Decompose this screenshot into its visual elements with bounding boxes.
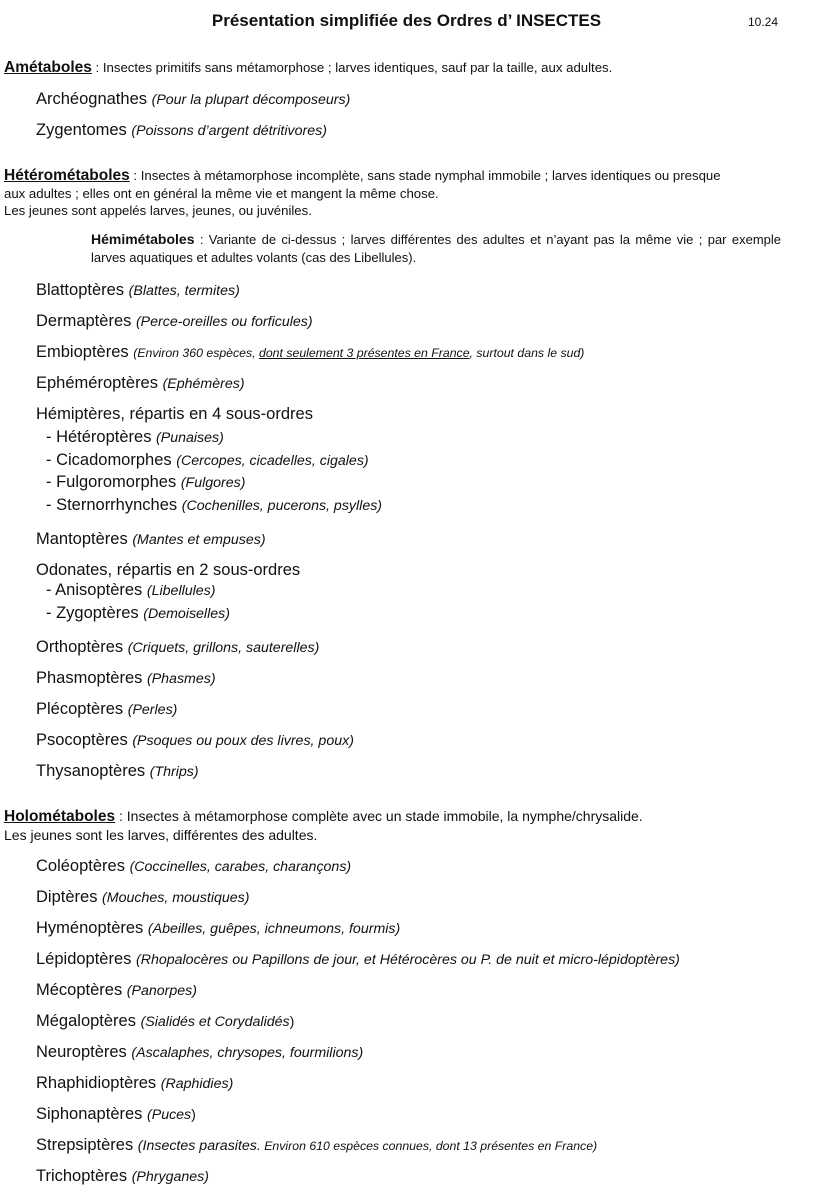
order-note: (Mantes et empuses) xyxy=(132,532,266,548)
order-note: (Pour la plupart décomposeurs) xyxy=(151,92,351,108)
page-title: Présentation simplifiée des Ordres d’ INSECTES xyxy=(211,11,602,30)
order-note: (Blattes, termites) xyxy=(128,283,240,299)
order-name: Hémiptères, répartis en 4 sous-ordres xyxy=(36,405,313,423)
order-name: Hyménoptères xyxy=(36,919,148,937)
heterometaboles-desc-3: Les jeunes sont appelés larves, jeunes, ou juvéniles. xyxy=(4,203,312,218)
order-note: (Phryganes) xyxy=(131,1169,209,1185)
order-note: (Rhopalocères ou Papillons de jour, et Hétérocères ou P. de nuit et micro-lépidoptères) xyxy=(136,952,680,968)
order-name: Phasmoptères xyxy=(36,669,147,687)
order-note: (Ascalaphes, chrysopes, fourmilions) xyxy=(131,1045,364,1061)
ametaboles-term: Amétaboles xyxy=(4,59,92,76)
order-note: (Fulgores) xyxy=(180,475,246,491)
order-name: Coléoptères xyxy=(36,857,130,875)
order-note: (Psoques ou poux des livres, poux) xyxy=(132,733,354,749)
order-note xyxy=(133,346,584,360)
ametaboles-desc: : Insectes primitifs sans métamorphose ; larves identiques, sauf par la taille, aux adultes. xyxy=(91,60,613,75)
order-name: Trichoptères xyxy=(36,1167,132,1185)
order-note: (Mouches, moustiques) xyxy=(102,890,250,906)
list-item xyxy=(36,919,400,938)
heterometaboles-term: Hétérométaboles xyxy=(4,167,130,184)
order-note: (Poissons d’argent détritivores) xyxy=(131,123,327,139)
order-name: - Sternorrhynches xyxy=(46,496,182,514)
order-note: (Coccinelles, carabes, charançons) xyxy=(129,859,352,875)
list-item xyxy=(46,604,230,623)
order-name: Psocoptères xyxy=(36,731,133,749)
list-item xyxy=(36,121,327,140)
order-name: Thysanoptères xyxy=(36,762,150,780)
order-name: Plécoptères xyxy=(36,700,128,718)
order-note: (Criquets, grillons, sauterelles) xyxy=(127,640,320,656)
order-name: - Anisoptères xyxy=(46,581,147,599)
list-item xyxy=(36,90,350,109)
order-note: (Demoiselles) xyxy=(143,606,230,622)
order-name: - Zygoptères xyxy=(46,604,144,622)
order-note: (Sialidés et Corydalidés xyxy=(140,1014,290,1030)
heterometaboles-heading xyxy=(4,167,804,220)
holometaboles-term: Holométaboles xyxy=(4,808,116,825)
list-item xyxy=(36,981,197,1000)
list-item xyxy=(36,281,240,300)
holometaboles-desc-2: Les jeunes sont les larves, différentes des adultes. xyxy=(4,827,318,843)
list-item xyxy=(36,1167,209,1186)
order-name: - Fulgoromorphes xyxy=(46,473,181,491)
order-name: Siphonaptères xyxy=(36,1105,147,1123)
order-name: Embioptères xyxy=(36,343,134,361)
order-name: Archéognathes xyxy=(36,90,152,108)
list-item xyxy=(36,731,354,750)
hemimetaboles-term: Hémimétaboles xyxy=(91,231,195,247)
order-name: Diptères xyxy=(36,888,103,906)
order-note: (Ephémères) xyxy=(162,376,245,392)
list-item xyxy=(36,1012,294,1031)
holometaboles-heading xyxy=(4,807,804,845)
order-name: - Cicadomorphes xyxy=(46,451,177,469)
note-part: , surtout dans le sud) xyxy=(469,346,585,360)
list-item xyxy=(46,496,382,515)
order-name: Rhaphidioptères xyxy=(36,1074,161,1092)
order-note: (Perles) xyxy=(127,702,178,718)
holometaboles-desc: : Insectes à métamorphose complète avec un stade immobile, la nymphe/chrysalide. xyxy=(115,808,643,824)
order-name: Strepsiptères xyxy=(36,1136,138,1154)
list-item xyxy=(36,762,199,781)
order-name: Ephéméroptères xyxy=(36,374,163,392)
list-item xyxy=(46,581,216,600)
list-item xyxy=(36,1136,597,1155)
list-item xyxy=(46,473,245,492)
list-item xyxy=(36,1043,363,1062)
order-name: Neuroptères xyxy=(36,1043,132,1061)
note-underlined: dont seulement 3 présentes en France xyxy=(259,346,470,360)
order-note: (Punaises) xyxy=(156,430,224,446)
order-name: Mantoptères xyxy=(36,530,133,548)
order-name: Orthoptères xyxy=(36,638,128,656)
order-note-extra: Environ 610 espèces connues, dont 13 présentes en France) xyxy=(260,1139,598,1153)
order-note: (Thrips) xyxy=(149,764,199,780)
list-item xyxy=(36,669,216,688)
list-item xyxy=(36,374,245,393)
order-note: (Cercopes, cicadelles, cigales) xyxy=(176,453,369,469)
order-note: (Panorpes) xyxy=(126,983,197,999)
order-note: (Puces xyxy=(147,1107,192,1123)
list-item xyxy=(46,428,224,447)
page-reference: 10.24 xyxy=(748,15,779,29)
order-note: (Insectes parasites. xyxy=(137,1138,261,1154)
list-item xyxy=(36,312,313,331)
order-name: Blattoptères xyxy=(36,281,129,299)
list-item xyxy=(46,451,369,470)
order-name: Mécoptères xyxy=(36,981,127,999)
order-note: (Perce-oreilles ou forficules) xyxy=(135,314,313,330)
order-name: Dermaptères xyxy=(36,312,136,330)
order-note: (Abeilles, guêpes, ichneumons, fourmis) xyxy=(147,921,401,937)
list-item xyxy=(36,888,249,907)
list-item xyxy=(36,638,319,657)
note-close: ) xyxy=(191,1107,196,1123)
hemimetaboles-note xyxy=(91,231,781,266)
heterometaboles-desc: : Insectes à métamorphose incomplète, sans stade nymphal immobile ; larves identiques ou presque xyxy=(129,168,721,183)
hemimetaboles-desc: : Variante de ci-dessus ; larves différentes des adultes et n’ayant pas la même vie ; par exemple larves aquatiques et adultes volants (cas des Libellules). xyxy=(91,232,781,265)
order-name: Odonates, répartis en 2 sous-ordres xyxy=(36,561,301,579)
note-part: (Environ 360 espèces, xyxy=(133,346,259,360)
list-item xyxy=(36,1074,233,1093)
list-item xyxy=(36,530,266,549)
order-note: (Cochenilles, pucerons, psylles) xyxy=(181,498,383,514)
order-name: Zygentomes xyxy=(36,121,132,139)
order-name: - Hétéroptères xyxy=(46,428,157,446)
list-item xyxy=(36,1105,196,1124)
order-name: Lépidoptères xyxy=(36,950,136,968)
ametaboles-heading xyxy=(4,59,804,77)
order-name: Mégaloptères xyxy=(36,1012,141,1030)
list-item xyxy=(36,561,300,580)
list-item xyxy=(36,857,351,876)
order-note: (Raphidies) xyxy=(160,1076,234,1092)
heterometaboles-desc-2: aux adultes ; elles ont en général la même vie et mangent la même chose. xyxy=(4,185,439,201)
list-item xyxy=(36,405,313,424)
list-item xyxy=(36,950,680,969)
list-item xyxy=(36,700,177,719)
list-item xyxy=(36,343,584,362)
order-note: (Phasmes) xyxy=(146,671,216,687)
note-close: ) xyxy=(289,1014,295,1030)
order-note: (Libellules) xyxy=(146,583,216,599)
